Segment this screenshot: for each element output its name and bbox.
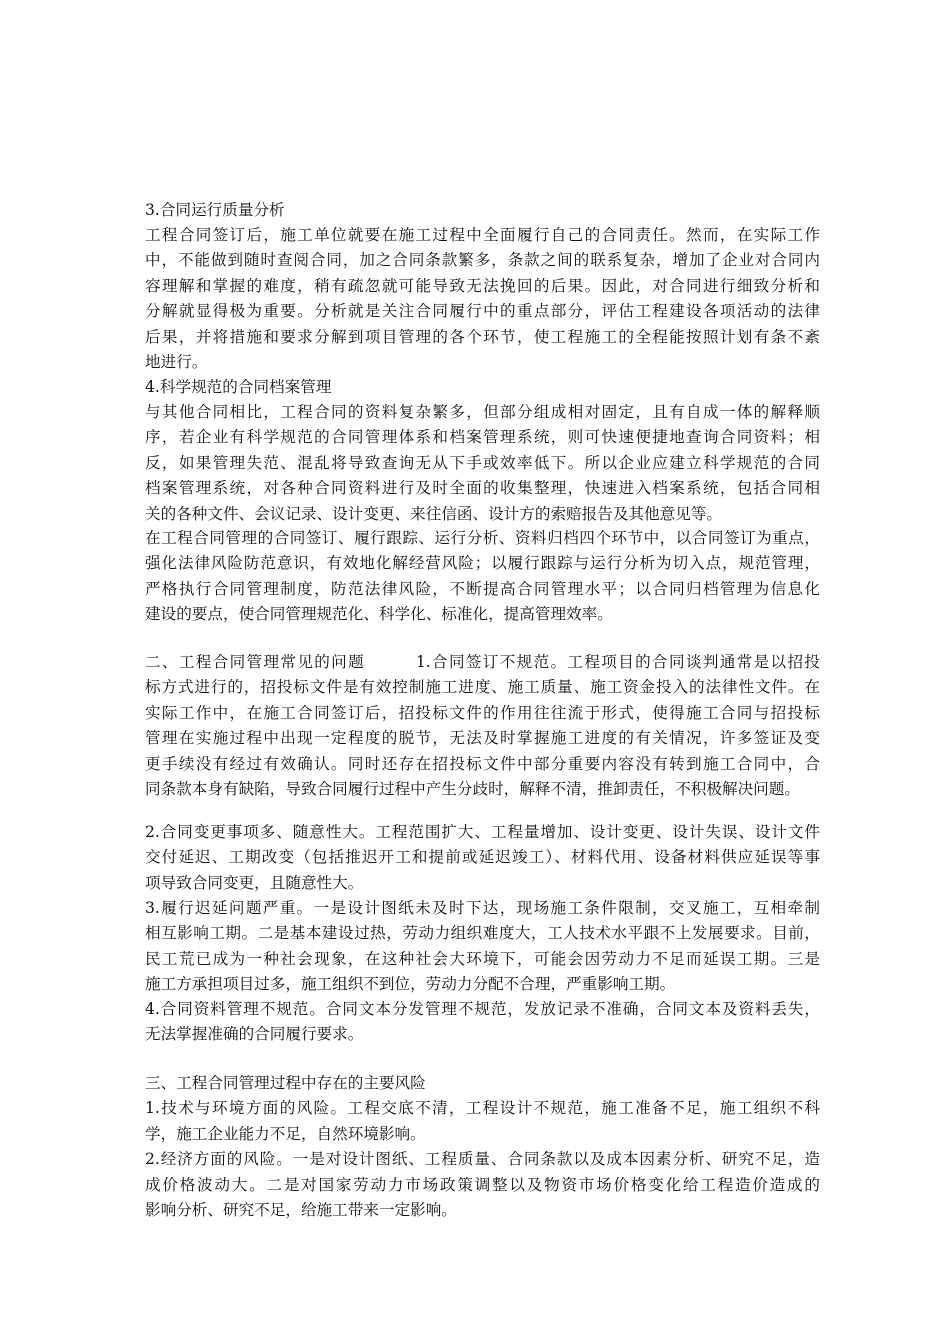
- text-line: 影响分析、研究不足，给施工带来一定影响。: [145, 1200, 457, 1219]
- section-main-risks: [145, 1071, 820, 1223]
- heading-line: 3.合同运行质量分析: [145, 201, 285, 219]
- text-line: 无法掌握准确的合同履行要求。: [145, 1025, 364, 1044]
- text-line: 工程合同签订后，施工单位就要在施工过程中全面履行自己的合同责任。然而，在实际工作: [145, 226, 820, 244]
- text-line: 更手续没有经过有效确认。同时还存在招投标文件中部分重要内容没有转到施工合同中，合: [145, 754, 820, 773]
- text-line: 中，不能做到随时查阅合同，加之合同条款繁多，条款之间的联系复杂，增加了企业对合同内: [145, 251, 820, 270]
- paragraph-contract-changes: [145, 820, 820, 896]
- text-line: 反，如果管理失范、混乱将导致查询无从下手或效率低下。所以企业应建立科学规范的合同: [145, 453, 820, 472]
- text-line: 关的各种文件、会议记录、设计变更、来往信函、设计方的索赔报告及其他意见等。: [145, 504, 722, 523]
- paragraph-document-management: [145, 997, 820, 1048]
- paragraph-archive-management: [145, 400, 820, 527]
- text-line: 容理解和掌握的难度，稍有疏忽就可能导致无法挽回的后果。因此，对合同进行细致分析和: [145, 276, 820, 295]
- text-line: 后果，并将措施和要求分解到项目管理的各个环节，使工程施工的全程能按照计划有条不紊: [145, 327, 820, 346]
- text-line: 在工程合同管理的合同签订、履行跟踪、运行分析、资料归档四个环节中，以合同签订为重点，: [145, 529, 820, 547]
- paragraph-summary: [145, 526, 820, 628]
- text-line: 项导致合同变更，且随意性大。: [145, 873, 364, 892]
- text-line: 1.技术与环境方面的风险。工程交底不清，工程设计不规范，施工准备不足，施工组织不科: [145, 1099, 820, 1118]
- text-line: 学，施工企业能力不足，自然环境影响。: [145, 1124, 426, 1143]
- text-line: 标方式进行的，招投标文件是有效控制施工进度、施工质量、施工资金投入的法律性文件。在: [145, 678, 820, 697]
- text-line: 严格执行合同管理制度，防范法律风险，不断提高合同管理水平；以合同归档管理为信息化: [145, 579, 820, 598]
- section-heading-contract-quality-analysis: [145, 198, 820, 223]
- text-line: 序，若企业有科学规范的合同管理体系和档案管理系统，则可快速便捷地查询合同资料；相: [145, 428, 820, 447]
- heading-line: 三、工程合同管理过程中存在的主要风险: [145, 1074, 426, 1092]
- text-line: 民工荒已成为一种社会现象，在这种社会大环境下，可能会因劳动力不足而延误工期。三是: [145, 949, 820, 968]
- text-line: 同条款本身有缺陷，导致合同履行过程中产生分歧时，解释不清，推卸责任，不积极解决问题。: [145, 779, 800, 798]
- text-line: 分解就显得极为重要。分析就是关注合同履行中的重点部分，评估工程建设各项活动的法律: [145, 302, 820, 321]
- paragraph-contract-quality-analysis: [145, 223, 820, 375]
- heading-line: 4.科学规范的合同档案管理: [145, 378, 332, 396]
- section-heading-archive-management: [145, 375, 820, 400]
- text-line: 2.经济方面的风险。一是对设计图纸、工程质量、合同条款以及成本因素分析、研究不足，造: [145, 1150, 820, 1169]
- text-line: 交付延迟、工期改变（包括推迟开工和提前或延迟竣工）、材料代用、设备材料供应延误等事: [145, 848, 820, 867]
- section-common-problems: [145, 650, 820, 802]
- text-line: 管理在实施过程中出现一定程度的脱节，无法及时掌握施工进度的有关情况，许多签证及变: [145, 729, 820, 748]
- text-line: 档案管理系统，对各种合同资料进行及时全面的收集整理，快速进入档案系统，包括合同相: [145, 479, 820, 498]
- text-line: 地进行。: [145, 352, 208, 371]
- paragraph-performance-delay: [145, 896, 820, 998]
- text-line: 成价格波动大。二是对国家劳动力市场政策调整以及物资市场价格变化给工程造价造成的: [145, 1175, 820, 1194]
- text-line: 与其他合同相比，工程合同的资料复杂繁多，但部分组成相对固定，且有自成一体的解释顺: [145, 403, 820, 421]
- text-line: 相互影响工期。二是基本建设过热，劳动力组织难度大，工人技术水平跟不上发展要求。目前，: [145, 924, 820, 943]
- text-line: 施工方承担项目过多，施工组织不到位，劳动力分配不合理，严重影响工期。: [145, 975, 676, 994]
- text-line: 强化法律风险防范意识，有效地化解经营风险；以履行跟踪与运行分析为切入点，规范管理，: [145, 554, 820, 573]
- text-line: 4.合同资料管理不规范。合同文本分发管理不规范，发放记录不准确，合同文本及资料丢失，: [145, 1000, 820, 1018]
- text-line: 二、工程合同管理常见的问题 1.合同签订不规范。工程项目的合同谈判通常是以招投: [145, 653, 820, 671]
- text-line: 2.合同变更事项多、随意性大。工程范围扩大、工程量增加、设计变更、设计失误、设计文件: [145, 823, 820, 841]
- text-line: 实际工作中，在施工合同签订后，招投标文件的作用往往流于形式，使得施工合同与招投标: [145, 703, 820, 722]
- text-line: 3.履行迟延问题严重。一是设计图纸未及时下达，现场施工条件限制，交叉施工，互相牵制: [145, 899, 820, 917]
- text-line: 建设的要点，使合同管理规范化、科学化、标准化，提高管理效率。: [145, 605, 613, 624]
